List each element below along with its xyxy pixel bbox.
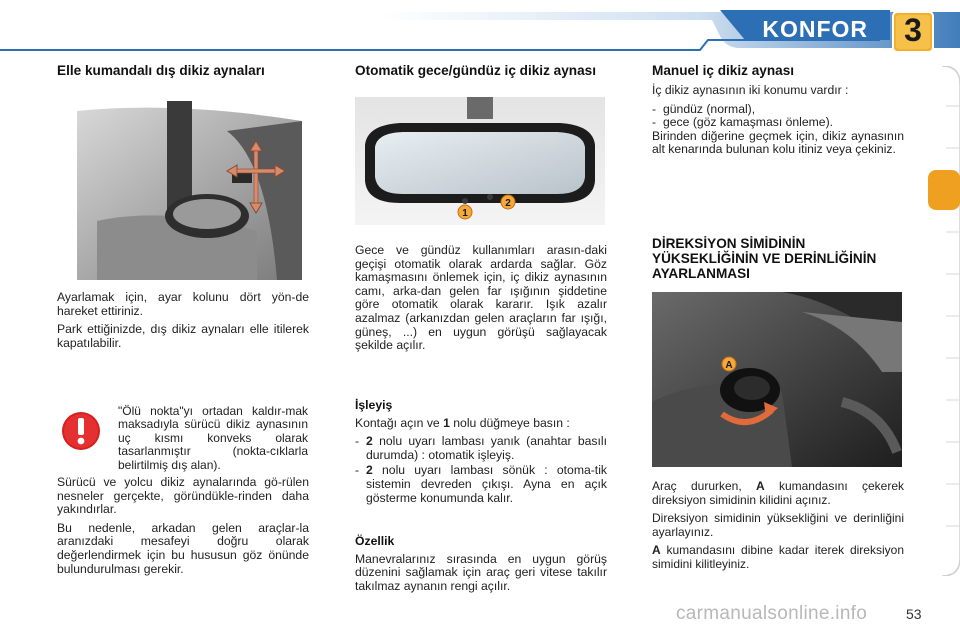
bullet-lamp-on: - 2 nolu uyarı lambası yanık (anahtar basılı durumda) : otomatik işleyiş. xyxy=(355,434,607,462)
heading-manual-exterior-mirrors: Elle kumandalı dış dikiz aynaları xyxy=(57,63,265,78)
watermark: carmanualsonline.info xyxy=(676,603,868,624)
exclamation-icon xyxy=(60,410,102,452)
unlock-instruction: Araç dururken, A kumandasını çekerek direksiyon simidinin kilidini açınız. xyxy=(652,479,904,507)
subheading-operation: İşleyiş xyxy=(355,398,393,412)
mirror-positions-intro: İç dikiz aynasının iki konumu vardır : xyxy=(652,83,849,97)
heading-steering-adjustment: DİREKSİYON SİMİDİNİN YÜKSEKLİĞİNİN VE DERİNLİĞİNİN AYARLANMASI xyxy=(652,236,877,281)
callout-a: A xyxy=(725,360,733,371)
interior-mirror-photo xyxy=(355,97,605,225)
callout-2: 2 xyxy=(505,198,511,209)
callout-1: 1 xyxy=(462,208,468,219)
steering-column-photo xyxy=(652,292,902,467)
heading-manual-interior-mirror: Manuel iç dikiz aynası xyxy=(652,63,795,78)
position-night: - gece (göz kamaşması önleme). xyxy=(652,115,834,130)
lock-instruction: A kumandasını dibine kadar iterek direksiyon simidini kilitleyiniz. xyxy=(652,543,904,571)
warning-text: "Ölü nokta"yı ortadan kaldır-mak maksadıyla sürücü dikiz aynasının uç kısmı konveks olarak tasarlanmıştır (nokta-cıklarla belirtilmiş dış alan). xyxy=(118,404,308,472)
heading-auto-mirror: Otomatik gece/gündüz iç dikiz aynası xyxy=(355,63,596,78)
section-manual-mirrors xyxy=(57,63,309,78)
operation-instruction: Kontağı açın ve 1 nolu düğmeye basın : xyxy=(355,415,570,430)
mirror-distance-advice: Bu nedenle, arkadan gelen araçlar-la aranızdaki mesafeyi doğru olarak değerlendirmek için bu hususun göz önünde bulundurulması gerekir. xyxy=(57,520,309,576)
door-mirror-control-photo xyxy=(57,101,307,280)
bullet-lamp-off: - 2 nolu uyarı lambası sönük : otoma-tik sistemin devreden çıkışı. Ayna en açık gösterme konumunda kalır. xyxy=(355,463,607,505)
auto-mirror-description: Gece ve gündüz kullanımları arasın-daki geçişi otomatik olarak ardarda sağlar. Göz kamaşmasını önlemek için, iç dikiz aynasının camı, arka-dan gelen far ışığının şiddetine göre otomatik olarak kararır. Işık azalır azalmaz (arkanızdan gelen araçların far ışığı, güneş, ...) en uygun görüşü sağlayacak şekilde açılır. xyxy=(355,243,607,353)
mirror-distance-note: Sürücü ve yolcu dikiz aynalarında gö-rülen nesneler gerçekte, göründükle-rinden daha yakındırlar. xyxy=(57,475,309,517)
subheading-feature: Özellik xyxy=(355,534,395,548)
chapter-title: KONFOR xyxy=(762,16,868,42)
chapter-number: 3 xyxy=(904,12,922,48)
switch-instruction: Birinden diğerine geçmek için, dikiz aynasının alt kenarında bulunan kolu itiniz veya çekiniz. xyxy=(652,128,904,157)
page-number: 53 xyxy=(906,606,922,622)
feature-description: Manevralarınız sırasında en uygun görüş düzenini sağlamak için araç geri vitese takılır takılmaz aynanın rengi açılır. xyxy=(355,551,607,593)
chapter-tab-strip xyxy=(928,66,960,576)
instruction-fold: Park ettiğinizde, dış dikiz aynaları elle itilerek kapatılabilir. xyxy=(57,322,309,350)
adjust-instruction: Direksiyon simidinin yüksekliğini ve derinliğini ayarlayınız. xyxy=(652,511,904,539)
position-day: - gündüz (normal), xyxy=(652,101,756,116)
instruction-adjust: Ayarlamak için, ayar kolunu dört yön-de hareket ettiriniz. xyxy=(57,290,309,318)
